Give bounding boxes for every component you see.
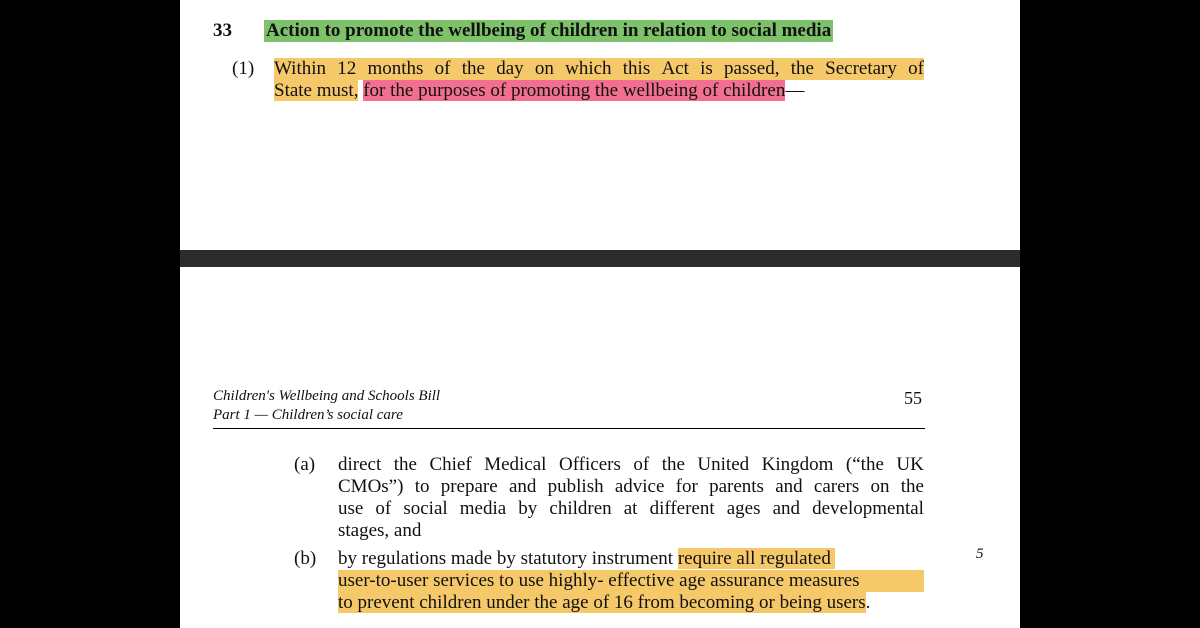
subsection-number: (1)	[232, 58, 255, 79]
emphasis-highlighted-text: for the purposes of promoting the wellbeing of children	[363, 80, 786, 101]
highlighted-text: State must,	[274, 80, 359, 101]
item-a-line-3: use of social media by children at different ages and developmental	[338, 498, 924, 519]
page-separator	[180, 250, 1020, 267]
top-page-content	[180, 0, 1020, 250]
margin-line-number: 5	[976, 546, 984, 562]
subsection-1-text	[274, 58, 924, 102]
subsection-1-line-2	[274, 80, 924, 102]
running-header-title: Children's Wellbeing and Schools Bill	[213, 388, 441, 404]
section-title: Action to promote the wellbeing of children in relation to social media	[266, 20, 832, 41]
item-b-label: (b)	[294, 548, 317, 569]
section-number: 33	[213, 20, 232, 41]
item-a-line-1: direct the Chief Medical Officers of the United Kingdom (“the UK	[338, 454, 924, 475]
subsection-1-line-1: Within 12 months of the day on which this Act is passed, the Secretary of	[274, 58, 924, 79]
highlighted-text: require all regulated	[678, 548, 835, 569]
highlighted-text: to prevent children under the age of 16 from becoming or being users	[338, 592, 866, 613]
item-a-text	[338, 454, 924, 542]
item-b-text	[338, 548, 924, 614]
item-b-line-3: to prevent children under the age of 16 from becoming or being users.	[338, 592, 871, 613]
page-number: 55	[904, 388, 922, 408]
item-a-line-4: stages, and	[338, 520, 422, 541]
item-a-line-2: CMOs”) to prepare and publish advice for parents and carers on the	[338, 476, 924, 497]
item-b-line-2: user-to-user services to use highly- effective age assurance measures	[338, 570, 924, 592]
item-b-line-1: by regulations made by statutory instrument require all regulated	[338, 548, 924, 570]
item-a-label: (a)	[294, 454, 316, 475]
running-header-part: Part 1 — Children’s social care	[213, 407, 403, 423]
dash: —	[785, 80, 805, 101]
header-rule	[213, 428, 925, 429]
